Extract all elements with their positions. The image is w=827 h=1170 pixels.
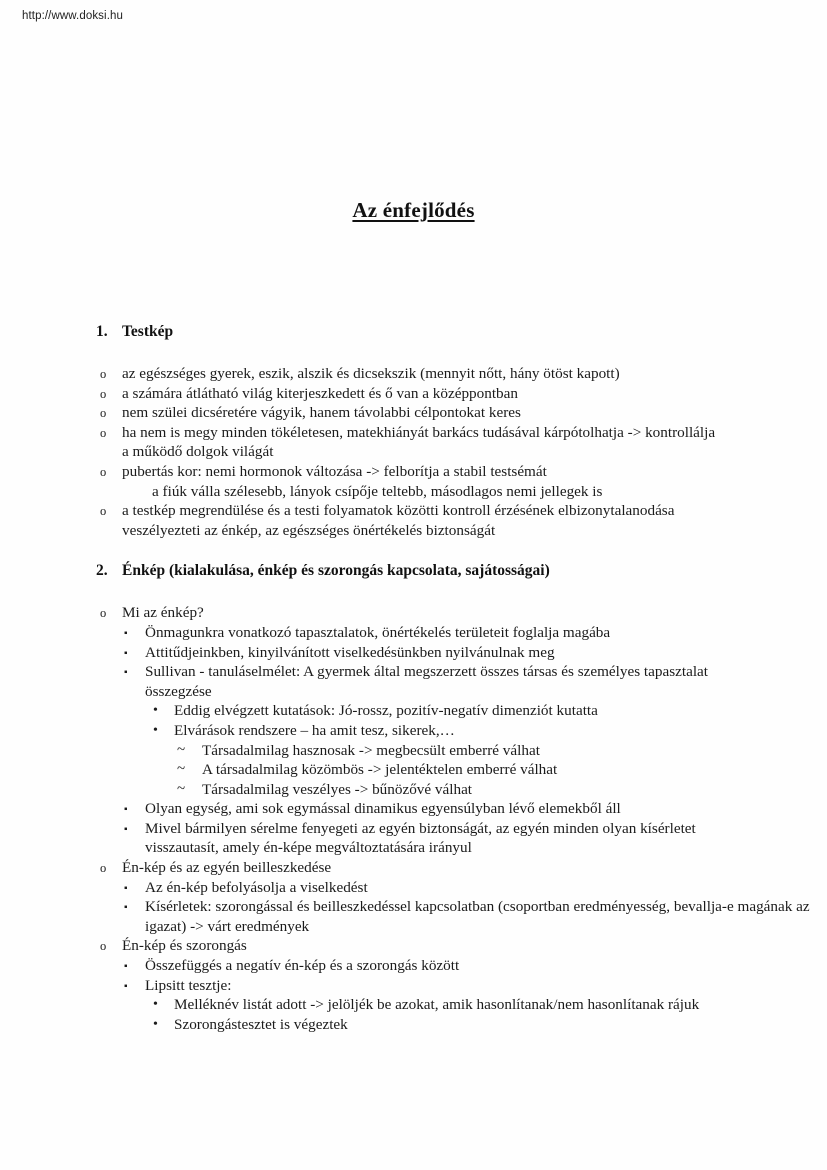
bullet-marker-dot: • (153, 1016, 158, 1032)
list-item (0, 956, 827, 976)
list-item (0, 1015, 827, 1035)
list-item (0, 878, 827, 898)
list-item-text: Társadalmilag hasznosak -> megbecsült emberré válhat (202, 741, 540, 759)
list-item (0, 976, 827, 996)
list-item-continuation (0, 482, 827, 502)
bullet-marker-dot: • (153, 722, 158, 738)
list-item-text: Összefüggés a negatív én-kép és a szorongás között (145, 957, 460, 975)
list-item-text: Mi az énkép? (122, 604, 204, 622)
list-item-text: Mivel bármilyen sérelme fenyegeti az egyén biztonságát, az egyén minden olyan kísérletet visszautasít, amely én-képe megváltoztatására irányul (145, 819, 696, 857)
bullet-marker-square: ▪ (124, 627, 128, 639)
list-item-text: Elvárások rendszere – ha amit tesz, sikerek,… (174, 721, 455, 739)
bullet-marker-circle-hollow: o (100, 406, 107, 421)
section-number: 2. (96, 562, 108, 580)
bullet-list-1 (0, 364, 827, 540)
bullet-marker-circle-hollow: o (100, 504, 107, 519)
list-item-text: ha nem is megy minden tökéletesen, matekhiányát barkács tudásával kárpótolhatja -> kontrollálja a működő dolgok világát (122, 423, 716, 461)
list-item (0, 897, 827, 936)
bullet-marker-tilde: ~ (177, 761, 186, 778)
page-title: Az énfejlődés (352, 198, 475, 222)
bullet-marker-square: ▪ (124, 823, 128, 835)
list-item (0, 741, 827, 761)
bullet-marker-circle-hollow: o (100, 425, 107, 440)
list-item (0, 384, 827, 404)
bullet-marker-square: ▪ (124, 882, 128, 894)
bullet-marker-square: ▪ (124, 667, 128, 679)
list-item (0, 799, 827, 819)
section-enkep (0, 561, 827, 1034)
list-item-text: Eddig elvégzett kutatások: Jó-rossz, pozitív-negatív dimenziót kutatta (174, 702, 598, 720)
bullet-marker-circle-hollow: o (100, 367, 107, 381)
bullet-marker-dot: • (153, 997, 158, 1013)
list-item (0, 623, 827, 643)
list-item-text: a testkép megrendülése és a testi folyamatok közötti kontroll érzésének elbizonytalanodása veszélyezteti az énkép, az egészséges önértékelés biztonságát (122, 502, 675, 539)
list-item (0, 701, 827, 721)
section-title: Énkép (kialakulása, énkép és szorongás kapcsolata, sajátosságai) (122, 562, 550, 580)
list-item (0, 819, 827, 858)
list-item (0, 423, 827, 462)
list-item-text: Az én-kép befolyásolja a viselkedést (145, 878, 368, 896)
source-url-header: http://www.doksi.hu (22, 10, 123, 22)
bullet-marker-dot: • (153, 703, 158, 719)
list-item-text: A társadalmilag közömbös -> jelentéktelen emberré válhat (202, 761, 558, 779)
list-item-text: Önmagunkra vonatkozó tapasztalatok, önértékelés területeit foglalja magába (145, 623, 611, 641)
document-body (0, 322, 827, 1034)
section-title: Testkép (122, 323, 174, 340)
list-item (0, 462, 827, 482)
list-item-text: nem szülei dicséretére vágyik, hanem távolabbi célpontokat keres (122, 404, 521, 422)
bullet-marker-circle-hollow: o (100, 861, 107, 876)
bullet-marker-circle-hollow: o (100, 386, 107, 401)
spacer (0, 347, 827, 364)
bullet-marker-square: ▪ (124, 647, 128, 659)
list-item (0, 760, 827, 780)
list-item (0, 643, 827, 663)
bullet-marker-circle-hollow: o (100, 606, 107, 621)
bullet-marker-circle-hollow: o (100, 464, 107, 479)
spacer (0, 586, 827, 603)
list-item-text: a számára átlátható világ kiterjeszkedett és ő van a középpontban (122, 384, 518, 402)
bullet-marker-square: ▪ (124, 902, 128, 914)
list-item-text: az egészséges gyerek, eszik, alszik és dicsekszik (mennyit nőtt, hány ötöst kapott) (122, 365, 620, 382)
bullet-list-2 (0, 603, 827, 1034)
list-item (0, 662, 827, 701)
section-heading (0, 322, 827, 341)
list-item-text: Én-kép és az egyén beilleszkedése (122, 859, 332, 877)
spacer (0, 540, 827, 561)
bullet-marker-square: ▪ (124, 961, 128, 973)
list-item (0, 403, 827, 423)
list-item-text: Sullivan - tanuláselmélet: A gyermek által megszerzett összes társas és személyes tapasztalat összegzése (145, 663, 709, 700)
list-item-text: Olyan egység, ami sok egymással dinamikus egyensúlyban lévő elemekből áll (145, 800, 621, 818)
list-item-text: Én-kép és szorongás (122, 937, 247, 955)
list-item-text: Attitűdjeinkben, kinyilvánított viselkedésünkben nyilvánulnak meg (145, 643, 555, 661)
list-item (0, 858, 827, 878)
list-item (0, 501, 827, 540)
title-container (0, 198, 827, 223)
list-item-text: a fiúk válla szélesebb, lányok csípője teltebb, másodlagos nemi jellegek is (152, 482, 603, 500)
list-item-text: Lipsitt tesztje: (145, 976, 232, 994)
list-item-text: Melléknév listát adott -> jelöljék be azokat, amik hasonlítanak/nem hasonlítanak rájuk (174, 996, 700, 1014)
list-item (0, 995, 827, 1015)
section-testkep (0, 322, 827, 540)
bullet-marker-tilde: ~ (177, 741, 186, 758)
list-item-text: Szorongástesztet is végeztek (174, 1015, 348, 1033)
bullet-marker-circle-hollow: o (100, 939, 107, 954)
list-item-text: Társadalmilag veszélyes -> bűnözővé válhat (202, 780, 473, 798)
bullet-marker-square: ▪ (124, 804, 128, 816)
section-number: 1. (96, 323, 108, 340)
list-item (0, 364, 827, 384)
bullet-marker-tilde: ~ (177, 780, 186, 797)
list-item (0, 603, 827, 623)
list-item (0, 780, 827, 800)
list-item-text: Kísérletek: szorongással és beilleszkedéssel kapcsolatban (csoportban eredményesség, bevallja-e magának az igazat) -> várt eredmények (145, 898, 810, 935)
section-heading (0, 561, 827, 580)
list-item-text: pubertás kor: nemi hormonok változása -> felborítja a stabil testsémát (122, 462, 547, 480)
list-item (0, 721, 827, 741)
list-item (0, 936, 827, 956)
bullet-marker-square: ▪ (124, 980, 128, 992)
